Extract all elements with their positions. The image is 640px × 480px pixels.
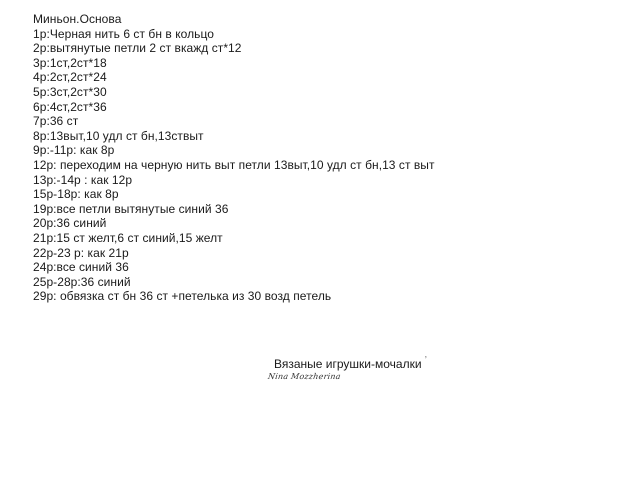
instruction-line: 25р-28р:36 синий (33, 274, 131, 289)
document-title: Миньон.Основа (33, 12, 122, 26)
caption-mark: ʼ (424, 355, 427, 365)
instruction-line: 15р-18р: как 8р (33, 187, 119, 202)
instruction-line: 9р:-11р: как 8р (33, 143, 115, 158)
instruction-line: 20р:36 синий (33, 216, 107, 231)
instruction-line: 1р:Черная нить 6 ст бн в кольцо (33, 26, 214, 41)
instruction-line: 19р:все петли вытянутые синий 36 (33, 201, 229, 216)
instruction-line: 4р:2ст,2ст*24 (33, 70, 107, 85)
instruction-line: 12р: переходим на черную нить выт петли 13выт,10 удл ст бн,13 ст выт (33, 157, 435, 172)
instruction-line: 21р:15 ст желт,6 ст синий,15 желт (33, 230, 223, 245)
instruction-line: 7р:36 ст (33, 114, 79, 129)
caption-text: Вязаные игрушки-мочалки (274, 357, 422, 371)
instruction-line: 5р:3ст,2ст*30 (33, 84, 107, 99)
instruction-line: 13р:-14р : как 12р (33, 172, 133, 187)
instruction-line: 29р: обвязка ст бн 36 ст +петелька из 30 возд петель (33, 289, 332, 304)
instruction-line: 2р:вытянутые петли 2 ст вкажд ст*12 (33, 41, 242, 56)
instruction-line: 3р:1ст,2ст*18 (33, 55, 107, 70)
instruction-line: 22р-23 р: как 21р (33, 245, 129, 260)
instruction-line: 24р:все синий 36 (33, 260, 129, 275)
instruction-line: 8р:13выт,10 удл ст бн,13ствыт (33, 128, 204, 143)
instructions-document (33, 12, 633, 304)
instruction-line: 6р:4ст,2ст*36 (33, 99, 107, 114)
watermark-caption (274, 353, 427, 371)
author-signature: Nina Mozzherina (267, 372, 342, 381)
